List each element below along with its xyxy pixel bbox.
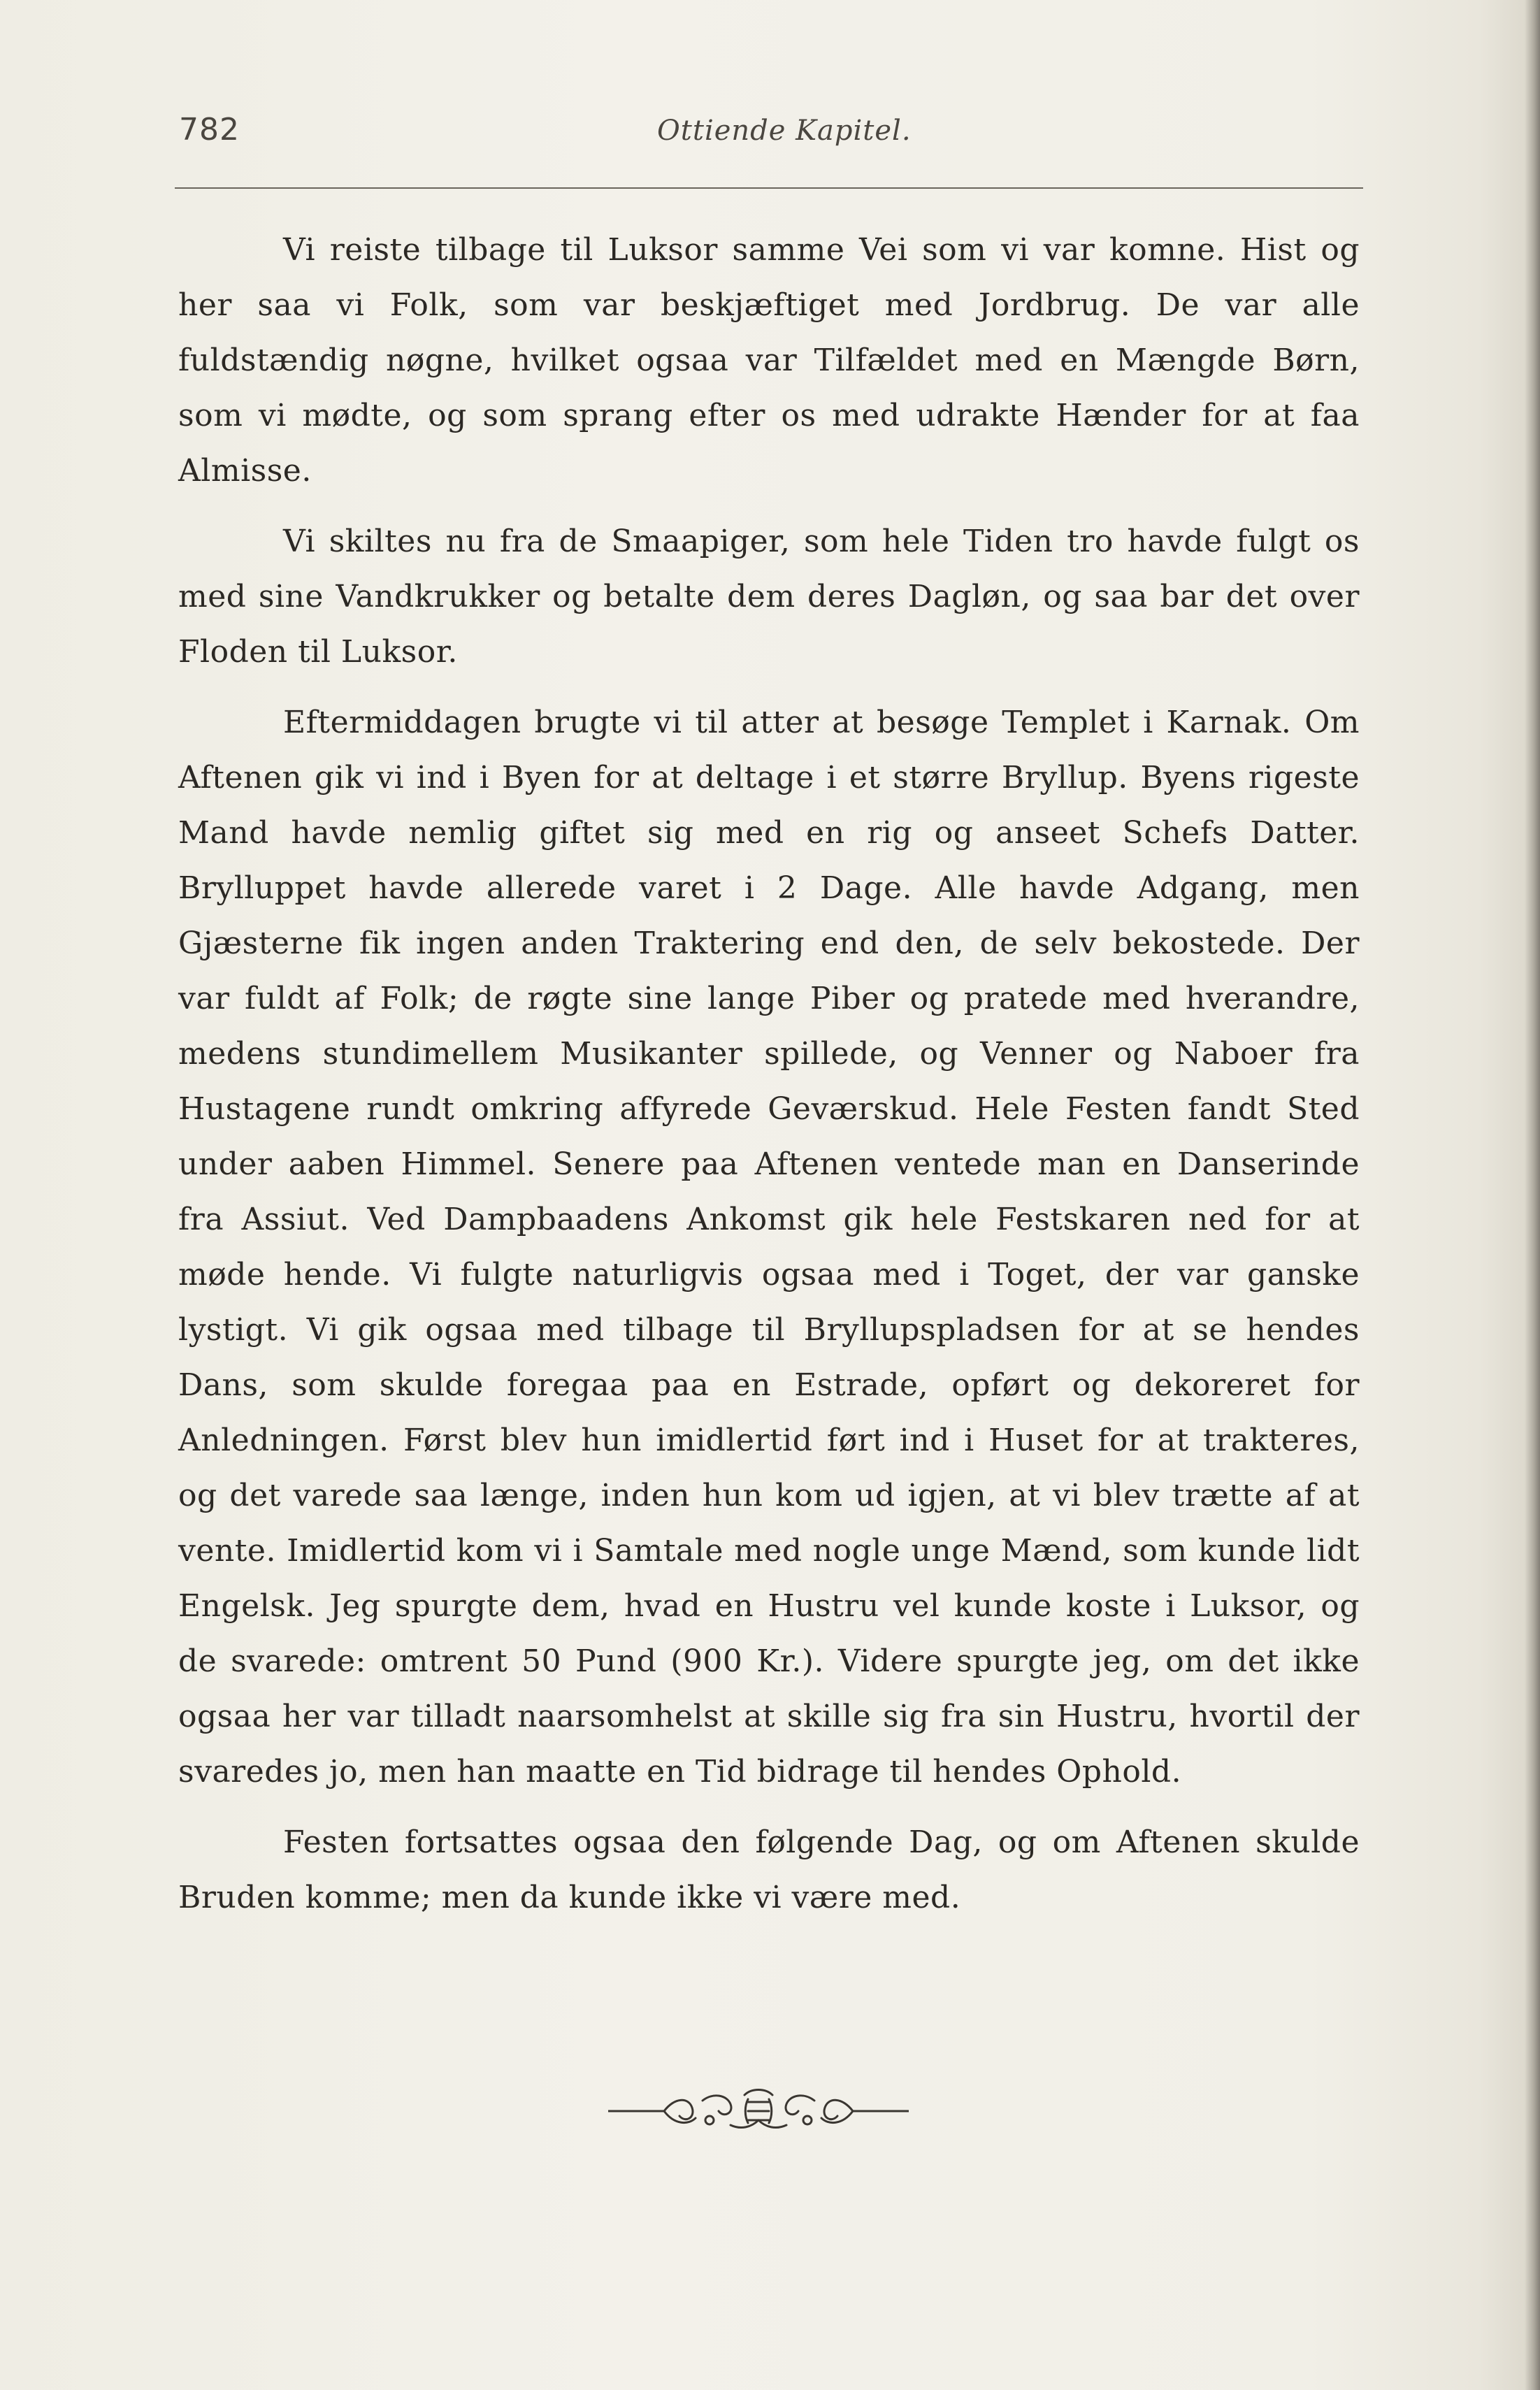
paragraph: Vi skiltes nu fra de Smaapiger, som hele Tiden tro havde fulgt os med sine Vandkrukker og betalte dem deres Dagløn, og saa bar det over Floden til Luksor. [178, 524, 1360, 670]
header-rule [175, 187, 1363, 189]
floral-ornament-icon [608, 2087, 909, 2136]
paragraph: Festen fortsattes ogsaa den følgende Dag, og om Aftenen skulde Bruden komme; men da kunde ikke vi være med. [178, 1824, 1360, 1915]
paragraph: Vi reiste tilbage til Luksor samme Vei som vi var komne. Hist og her saa vi Folk, som var beskjæftiget med Jordbrug. De var alle fuldstændig nøgne, hvilket ogsaa var Tilfældet med en Mængde Børn, som vi mødte, og som sprang efter os med udrakte Hænder for at faa Almisse. [178, 232, 1360, 489]
page-edge-shadow [1525, 0, 1540, 2390]
running-head: Ottiende Kapitel. [657, 115, 912, 147]
paragraph: Eftermiddagen brugte vi til atter at besøge Templet i Karnak. Om Aftenen gik vi ind i Byen for at deltage i et større Bryllup. Byens rigeste Mand havde nemlig giftet sig med en rig og anseet Schefs Datter. Brylluppet havde allerede varet i 2 Dage. Alle havde Adgang, men Gjæsterne fik ingen anden Traktering end den, de selv bekostede. Der var fuldt af Folk; de røgte sine lange Piber og pratede med hverandre, medens stundimellem Musikanter spillede, og Venner og Naboer fra Hustagene rundt omkring affyrede Geværskud. Hele Festen fandt Sted under aaben Himmel. Senere paa Aftenen ventede man en Danserinde fra Assiut. Ved Dampbaadens Ankomst gik hele Festskaren ned for at møde hende. Vi fulgte naturligvis ogsaa med i Toget, der var ganske lystigt. Vi gik ogsaa med tilbage til Bryllupspladsen for at se hendes Dans, som skulde foregaa paa en Estrade, opført og dekoreret for Anledningen. Først blev hun imidlertid ført ind i Huset for at trakteres, og det varede saa længe, inden hun kom ud igjen, at vi blev trætte af at vente. Imidlertid kom vi i Samtale med nogle unge Mænd, som kunde lidt Engelsk. Jeg spurgte dem, hvad en Hustru vel kunde koste i Luksor, og de svarede: omtrent 50 Pund (900 Kr.). Videre spurgte jeg, om det ikke ogsaa her var tilladt naarsomhelst at skille sig fra sin Hustru, hvortil der svaredes jo, men han maatte en Tid bidrage til hendes Ophold. [178, 705, 1360, 1790]
page-header [175, 105, 1363, 161]
body-text [178, 222, 1360, 1941]
page-number: 782 [179, 112, 240, 147]
